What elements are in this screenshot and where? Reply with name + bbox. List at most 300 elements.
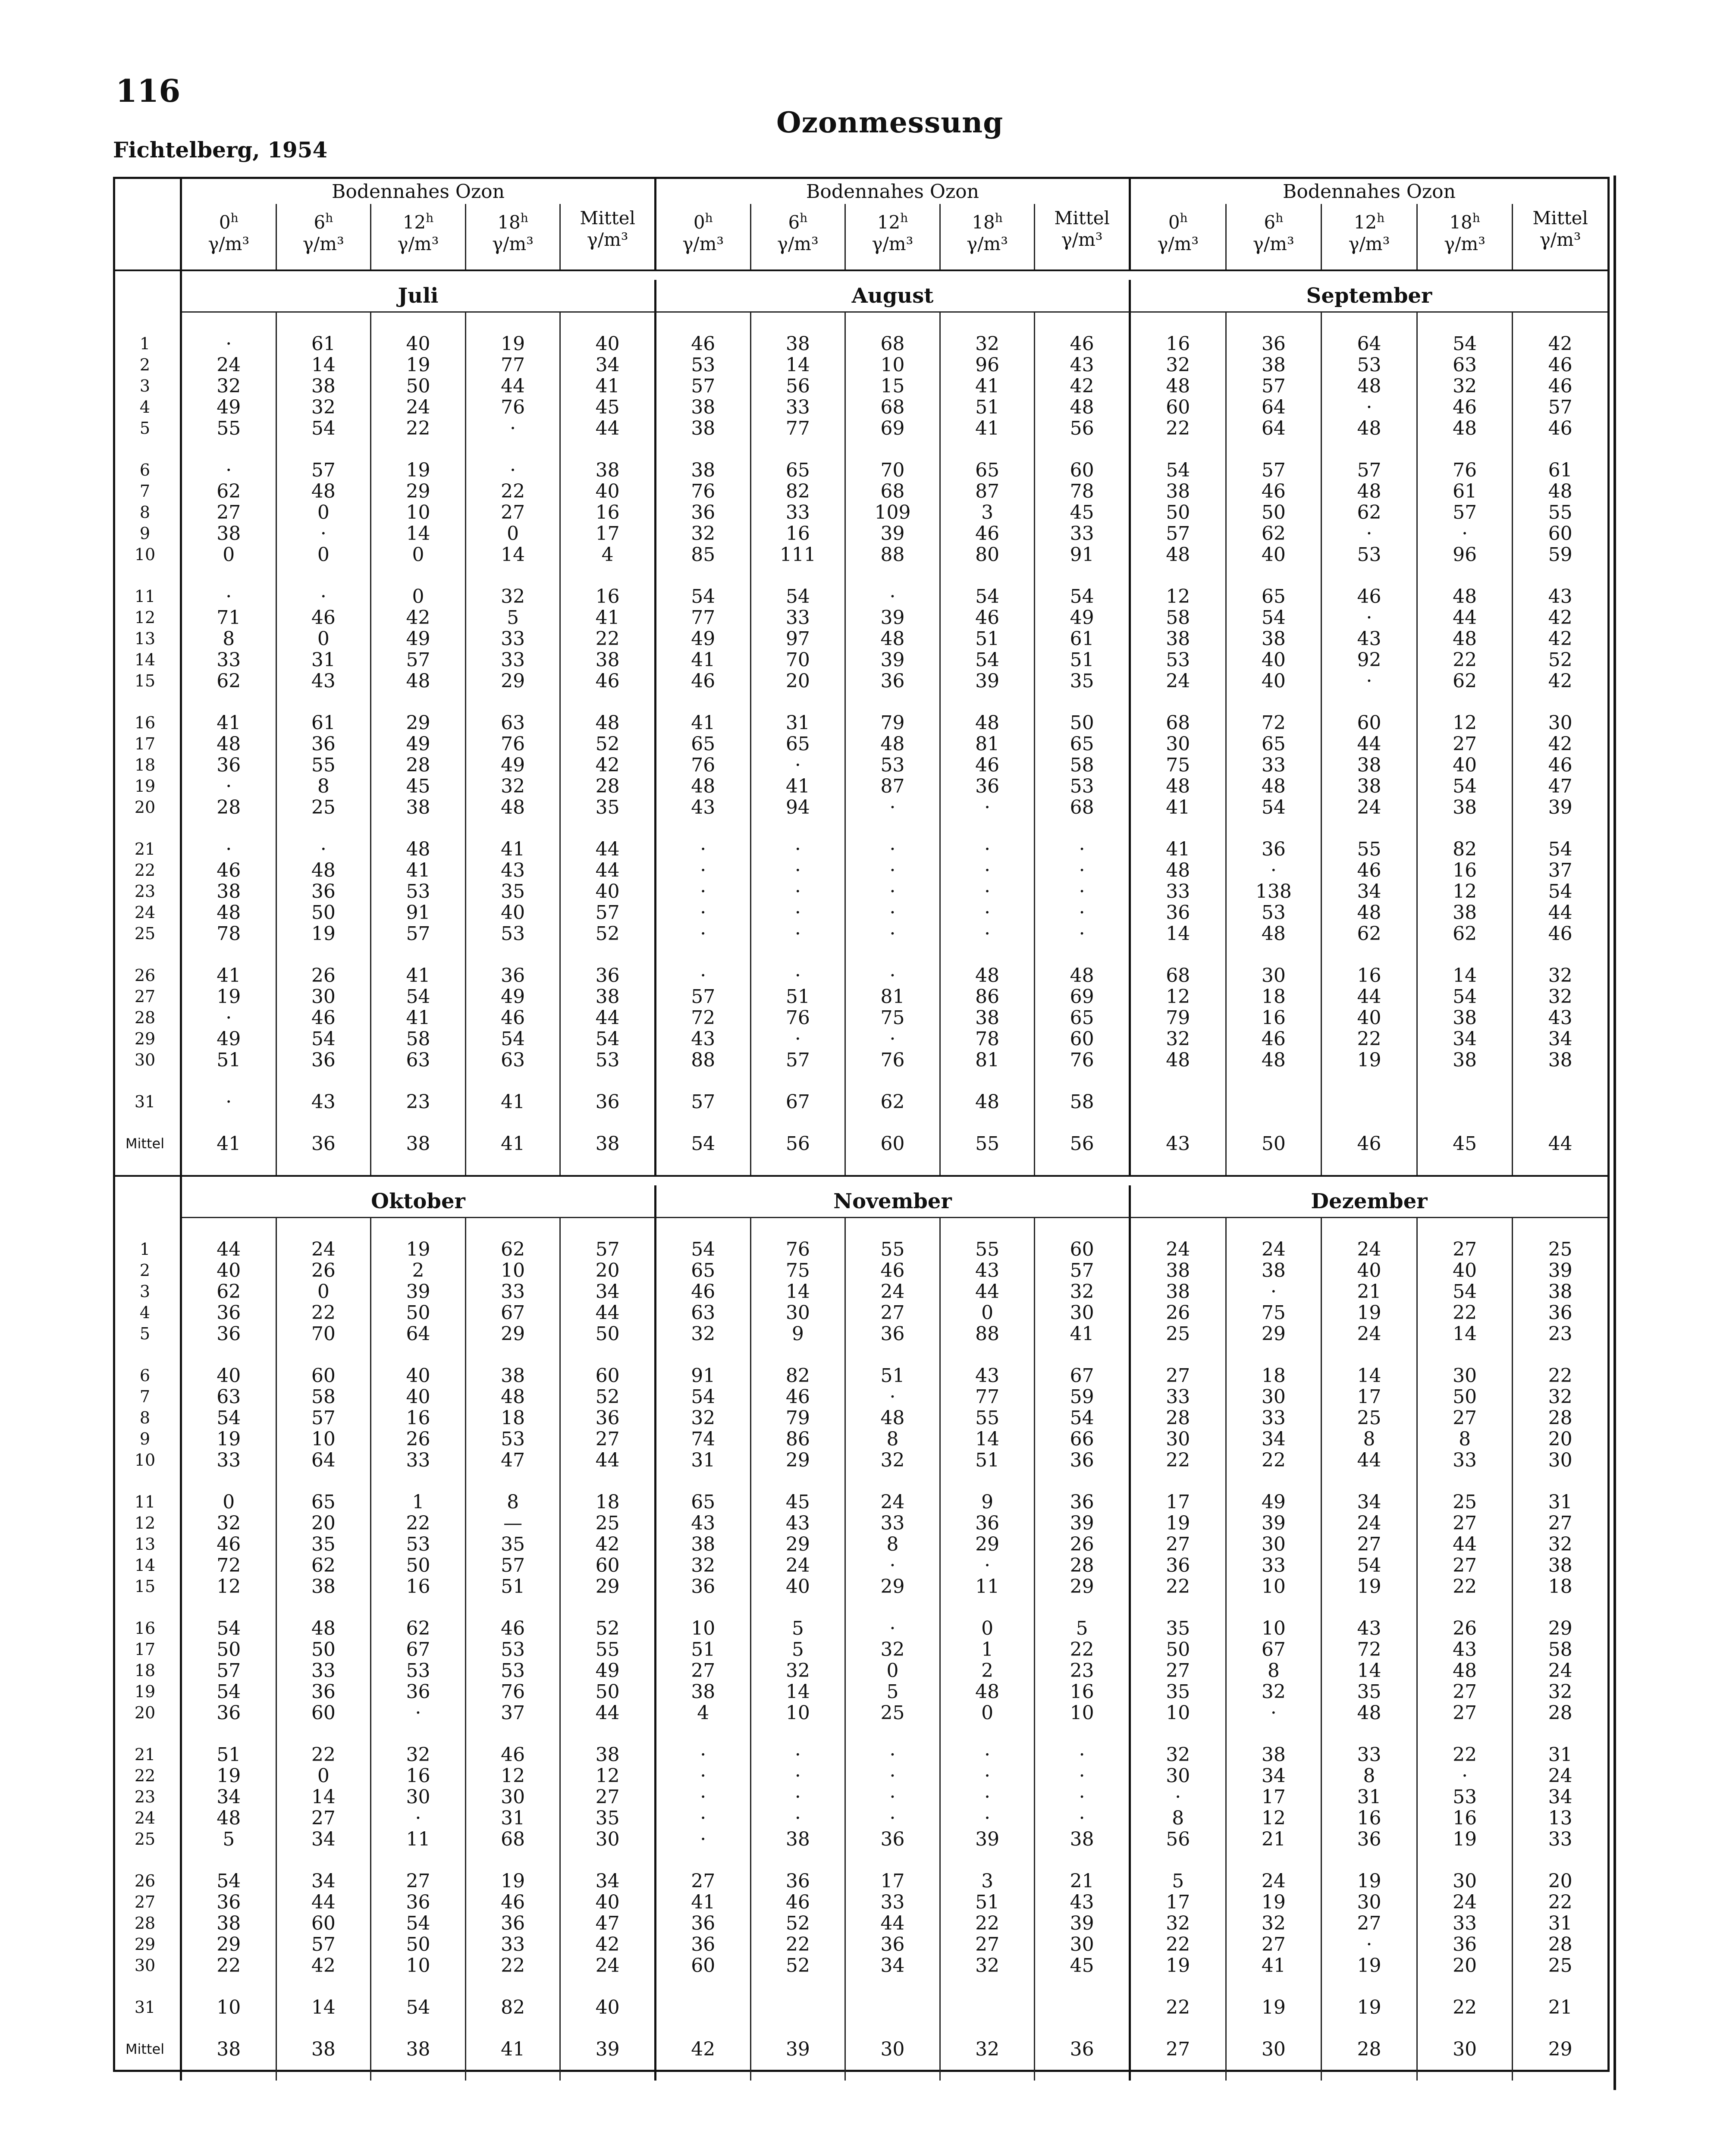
value-cell: 18 xyxy=(595,1491,620,1513)
spacer-cell xyxy=(846,692,941,712)
value-group xyxy=(182,586,656,607)
value-cell: 26 xyxy=(1418,1618,1513,1639)
value-cell: 38 xyxy=(595,459,620,481)
value-cell: · xyxy=(846,860,941,881)
spacer-cell xyxy=(1227,1850,1322,1871)
value-cell: 5 xyxy=(751,1639,846,1660)
value-cell: 46 xyxy=(1070,333,1094,355)
value-cell: 51 xyxy=(656,1639,751,1660)
spacer-cell xyxy=(182,1724,277,1744)
value-cell: 42 xyxy=(656,2039,751,2060)
value-cell: 48 xyxy=(1131,1050,1227,1071)
value-group xyxy=(182,1429,656,1450)
spacer-group xyxy=(182,1976,656,1997)
spacer-cell xyxy=(846,313,941,333)
value-cell: 10 xyxy=(182,1997,277,2018)
value-cell: 29 xyxy=(751,1450,846,1471)
value-cell: 19 xyxy=(371,460,466,481)
value-cell: 65 xyxy=(751,733,846,755)
header-time: 0$^h$ xyxy=(219,211,239,233)
value-cell: 16 xyxy=(1322,965,1418,986)
spacer-cell xyxy=(656,2018,751,2039)
value-cell: 79 xyxy=(1131,1007,1227,1028)
value-cell: 43 xyxy=(1322,1618,1418,1639)
value-cell: 41 xyxy=(371,860,466,881)
value-cell: 67 xyxy=(1070,1365,1094,1387)
value-cell: 52 xyxy=(1548,649,1573,671)
spacer-row xyxy=(115,2018,1607,2039)
day-label: 14 xyxy=(115,1555,182,1576)
value-group xyxy=(182,418,656,439)
spacer-cell xyxy=(846,818,941,839)
value-group xyxy=(1131,649,1607,671)
spacer-cell xyxy=(941,1344,1036,1365)
day-row xyxy=(115,712,1607,733)
value-cell: 48 xyxy=(466,797,561,818)
value-cell: 76 xyxy=(466,397,561,418)
spacer-row xyxy=(115,1344,1607,1365)
value-cell: 28 xyxy=(1548,1702,1573,1724)
value-group xyxy=(182,523,656,544)
value-cell: 16 xyxy=(371,1765,466,1786)
value-cell: 69 xyxy=(1070,986,1094,1008)
value-group xyxy=(656,1913,1131,1934)
spacer-cell xyxy=(1131,439,1227,460)
value-cell: 8 xyxy=(277,776,372,797)
value-cell: 60 xyxy=(1322,712,1418,733)
value-cell: 26 xyxy=(277,965,372,986)
day-row xyxy=(115,1513,1607,1534)
value-cell: 34 xyxy=(182,1786,277,1808)
spacer-cell xyxy=(182,692,277,712)
value-cell: 0 xyxy=(371,586,466,607)
value-cell: 14 xyxy=(1131,923,1227,944)
value-group xyxy=(182,376,656,397)
spacer-cell xyxy=(1035,1724,1129,1744)
value-cell: 46 xyxy=(1227,481,1322,502)
value-cell: 54 xyxy=(371,986,466,1007)
spacer-cell xyxy=(371,1154,466,1175)
value-cell: 16 xyxy=(1322,1808,1418,1829)
header-columns xyxy=(656,204,1129,270)
value-cell: 42 xyxy=(595,754,620,776)
value-cell: 15 xyxy=(846,376,941,397)
value-group xyxy=(182,839,656,860)
value-group xyxy=(1131,1913,1607,1934)
value-cell: 33 xyxy=(751,607,846,628)
value-cell: 47 xyxy=(466,1450,561,1471)
value-cell: 63 xyxy=(466,1050,561,1071)
spacer-cell xyxy=(751,692,846,712)
value-cell: 20 xyxy=(1548,1428,1573,1450)
value-cell: 57 xyxy=(595,1238,620,1260)
day-label: 3 xyxy=(115,376,182,397)
spacer-group xyxy=(656,1218,1131,1239)
value-cell: 29 xyxy=(182,1934,277,1955)
value-cell: 40 xyxy=(1418,1260,1513,1281)
value-group xyxy=(1131,1407,1607,1429)
value-cell: 38 xyxy=(277,1576,372,1597)
value-cell: 41 xyxy=(656,1892,751,1913)
value-cell: 45 xyxy=(1070,1955,1094,1977)
value-cell: 40 xyxy=(751,1576,846,1597)
value-cell: 25 xyxy=(1418,1492,1513,1513)
spacer-cell xyxy=(1227,1724,1322,1744)
spacer-row xyxy=(115,1850,1607,1871)
spacer-group xyxy=(1131,692,1607,712)
value-cell: 29 xyxy=(941,1534,1036,1555)
value-cell: 22 xyxy=(1548,1365,1573,1387)
header-time-sup: h xyxy=(1377,211,1385,225)
day-label: 27 xyxy=(115,1892,182,1913)
value-cell: 36 xyxy=(1227,333,1322,354)
value-cell: 24 xyxy=(1227,1239,1322,1260)
value-cell: 53 xyxy=(1418,1786,1513,1808)
value-cell: 22 xyxy=(1418,1576,1513,1597)
value-cell: · xyxy=(941,923,1036,944)
value-cell: 76 xyxy=(656,481,751,502)
value-cell: 16 xyxy=(371,1576,466,1597)
spacer-cell xyxy=(561,1344,654,1365)
value-cell: · xyxy=(1227,860,1322,881)
value-cell: 24 xyxy=(182,354,277,376)
value-cell: 54 xyxy=(1418,1281,1513,1302)
spacer-cell xyxy=(1131,1344,1227,1365)
value-cell: 42 xyxy=(595,1934,620,1955)
value-cell: 57 xyxy=(182,1660,277,1681)
value-cell: 67 xyxy=(466,1302,561,1323)
value-cell: 44 xyxy=(941,1281,1036,1302)
value-cell: 38 xyxy=(1548,1554,1573,1576)
value-group xyxy=(656,397,1131,418)
value-cell: 1 xyxy=(371,1492,466,1513)
value-cell: 66 xyxy=(1070,1428,1094,1450)
value-cell: 54 xyxy=(1418,333,1513,354)
day-label: 17 xyxy=(115,733,182,755)
spacer-group xyxy=(656,313,1131,333)
value-cell: 30 xyxy=(1548,1449,1573,1471)
value-cell: 35 xyxy=(595,796,620,818)
value-cell: 12 xyxy=(1227,1808,1322,1829)
value-cell: 14 xyxy=(277,1786,372,1808)
spacer-group xyxy=(1131,2018,1607,2039)
spacer-cell xyxy=(1227,944,1322,965)
value-group xyxy=(1131,1050,1607,1071)
spacer-cell xyxy=(1513,818,1607,839)
value-cell: 30 xyxy=(1322,1892,1418,1913)
day-label: 16 xyxy=(115,1618,182,1639)
spacer-cell xyxy=(846,1597,941,1618)
header-column xyxy=(941,204,1036,270)
spacer-cell xyxy=(1035,1112,1129,1133)
spacer-cell xyxy=(1513,1471,1607,1492)
value-cell: 27 xyxy=(1322,1913,1418,1934)
value-cell: 36 xyxy=(1070,2038,1094,2060)
value-cell: 18 xyxy=(1227,1365,1322,1386)
value-cell: 57 xyxy=(277,1407,372,1429)
value-cell: 27 xyxy=(1418,1407,1513,1429)
value-group xyxy=(656,1365,1131,1386)
value-cell: 54 xyxy=(371,1997,466,2018)
value-cell: 32 xyxy=(1548,1681,1573,1703)
day-label: 18 xyxy=(115,755,182,776)
header-unit: γ/m³ xyxy=(967,233,1008,254)
header-unit: γ/m³ xyxy=(587,229,628,250)
value-cell: 24 xyxy=(277,1239,372,1260)
header-time: 18$^h$ xyxy=(1449,211,1480,233)
spacer-cell xyxy=(466,2060,561,2081)
value-cell: · xyxy=(656,923,751,944)
value-cell: 60 xyxy=(1548,523,1573,545)
value-cell: 33 xyxy=(182,649,277,671)
value-group xyxy=(1131,1576,1607,1597)
value-cell: 44 xyxy=(277,1892,372,1913)
value-cell: 11 xyxy=(941,1576,1036,1597)
header-column xyxy=(371,204,466,270)
value-cell: 48 xyxy=(846,628,941,649)
day-row xyxy=(115,1681,1607,1702)
value-cell: 35 xyxy=(595,1807,620,1829)
spacer-cell xyxy=(466,1344,561,1365)
day-row xyxy=(115,607,1607,628)
value-cell: 19 xyxy=(1227,1892,1322,1913)
value-group xyxy=(1131,1513,1607,1534)
spacer-cell xyxy=(182,944,277,965)
spacer-group xyxy=(1131,1071,1607,1091)
value-cell: 19 xyxy=(1227,1997,1322,2018)
month-heading-row xyxy=(115,1177,1607,1218)
day-row xyxy=(115,1492,1607,1513)
spacer-cell xyxy=(846,1112,941,1133)
value-cell: 36 xyxy=(277,881,372,902)
value-cell: 27 xyxy=(1227,1934,1322,1955)
value-cell: 46 xyxy=(1548,923,1573,945)
value-cell: 46 xyxy=(656,333,751,354)
day-row xyxy=(115,755,1607,776)
value-cell: 58 xyxy=(1548,1639,1573,1661)
value-group xyxy=(656,1934,1131,1955)
value-group xyxy=(656,1618,1131,1639)
value-cell: 27 xyxy=(1418,1513,1513,1534)
value-cell: 29 xyxy=(371,712,466,733)
value-cell: 46 xyxy=(1548,354,1573,376)
value-cell: · xyxy=(182,1091,277,1112)
value-cell: 5 xyxy=(182,1829,277,1850)
spacer-cell xyxy=(1418,692,1513,712)
spacer-group xyxy=(1131,1344,1607,1365)
value-cell: 75 xyxy=(846,1007,941,1028)
day-row xyxy=(115,1007,1607,1028)
value-cell: 42 xyxy=(371,607,466,628)
value-group xyxy=(182,1765,656,1786)
value-group xyxy=(656,839,1131,860)
value-cell: 91 xyxy=(1070,544,1094,566)
value-cell: 65 xyxy=(1227,733,1322,755)
spacer-group xyxy=(182,1112,656,1133)
value-cell: 60 xyxy=(277,1702,372,1724)
value-cell: 41 xyxy=(182,965,277,986)
spacer-cell xyxy=(941,1471,1036,1492)
spacer-cell xyxy=(1418,1976,1513,1997)
spacer-cell xyxy=(846,1471,941,1492)
spacer-group xyxy=(182,2018,656,2039)
header-time: Mittel xyxy=(580,207,635,229)
value-cell: 27 xyxy=(1131,1660,1227,1681)
value-cell: 22 xyxy=(1418,1302,1513,1323)
value-group xyxy=(1131,755,1607,776)
value-cell: 33 xyxy=(1227,755,1322,776)
spacer-cell xyxy=(466,1071,561,1091)
day-row xyxy=(115,628,1607,649)
day-row xyxy=(115,1892,1607,1913)
day-label: 18 xyxy=(115,1660,182,1681)
value-group xyxy=(656,1955,1131,1976)
value-cell: 28 xyxy=(1131,1407,1227,1429)
spacer-cell xyxy=(277,944,372,965)
value-cell: 82 xyxy=(1418,839,1513,860)
value-cell: 0 xyxy=(277,1281,372,1302)
value-group xyxy=(182,1534,656,1555)
value-cell: 49 xyxy=(182,1028,277,1050)
value-cell: 17 xyxy=(846,1871,941,1892)
value-cell: 0 xyxy=(277,502,372,523)
value-cell: 57 xyxy=(595,902,620,924)
spacer-group xyxy=(1131,1112,1607,1133)
day-label: 31 xyxy=(115,1091,182,1112)
value-group xyxy=(182,354,656,376)
value-cell: 38 xyxy=(1227,1260,1322,1281)
value-cell: 34 xyxy=(1322,1492,1418,1513)
value-cell: · xyxy=(751,860,846,881)
value-cell: 35 xyxy=(466,881,561,902)
value-cell: 32 xyxy=(466,586,561,607)
value-cell: 77 xyxy=(941,1386,1036,1407)
value-cell: 94 xyxy=(751,797,846,818)
spacer-cell xyxy=(1131,565,1227,586)
value-cell: · xyxy=(656,839,751,860)
value-cell: 22 xyxy=(466,1955,561,1976)
spacer-cell xyxy=(1227,1344,1322,1365)
value-cell: 45 xyxy=(751,1492,846,1513)
value-cell: 32 xyxy=(371,1744,466,1765)
value-cell: 33 xyxy=(846,1513,941,1534)
value-cell: 44 xyxy=(1322,986,1418,1007)
value-cell: 38 xyxy=(1131,1281,1227,1302)
spacer-cell xyxy=(1513,1071,1607,1091)
page-number: 116 xyxy=(116,72,181,109)
value-cell: 48 xyxy=(1418,1660,1513,1681)
spacer-group xyxy=(182,2060,656,2081)
value-cell xyxy=(846,1997,941,2018)
day-label: 26 xyxy=(115,965,182,986)
spacer-cell xyxy=(182,2060,277,2081)
value-cell: 43 xyxy=(1070,354,1094,376)
value-cell: 30 xyxy=(1548,712,1573,734)
value-cell: 62 xyxy=(182,671,277,692)
value-group xyxy=(182,460,656,481)
spacer-cell xyxy=(561,1471,654,1492)
value-cell: 44 xyxy=(1548,1133,1573,1155)
day-label: 24 xyxy=(115,902,182,923)
value-cell: 35 xyxy=(1322,1681,1418,1702)
spacer-group xyxy=(656,818,1131,839)
value-cell: 38 xyxy=(182,1913,277,1934)
value-cell: 48 xyxy=(277,1618,372,1639)
spacer-cell xyxy=(561,1071,654,1091)
value-cell: 14 xyxy=(751,354,846,376)
value-cell: 61 xyxy=(277,333,372,354)
spacer-cell xyxy=(277,1071,372,1091)
value-cell: 38 xyxy=(751,1829,846,1850)
value-cell: · xyxy=(1079,881,1085,903)
value-cell: 48 xyxy=(846,1407,941,1429)
day-row xyxy=(115,418,1607,439)
spacer-cell xyxy=(182,439,277,460)
value-cell: 42 xyxy=(1548,628,1573,650)
value-cell: 30 xyxy=(1227,2039,1322,2060)
value-cell: 72 xyxy=(656,1007,751,1028)
value-cell: 46 xyxy=(595,670,620,692)
spacer-cell xyxy=(1418,439,1513,460)
value-cell: 38 xyxy=(1227,628,1322,649)
spacer-group xyxy=(656,565,1131,586)
value-group xyxy=(182,1681,656,1702)
value-group xyxy=(182,1576,656,1597)
value-cell: · xyxy=(656,1786,751,1808)
spacer-group xyxy=(656,1112,1131,1133)
spacer-cell xyxy=(182,1471,277,1492)
value-cell: 22 xyxy=(1322,1028,1418,1050)
value-group xyxy=(182,607,656,628)
day-row xyxy=(115,1765,1607,1786)
value-group xyxy=(656,1808,1131,1829)
spacer-group xyxy=(656,2018,1131,2039)
value-cell: 75 xyxy=(751,1260,846,1281)
value-cell: 65 xyxy=(751,460,846,481)
value-cell: 51 xyxy=(846,1365,941,1386)
value-cell: · xyxy=(656,1765,751,1786)
value-group xyxy=(1131,1028,1607,1050)
value-cell: 19 xyxy=(1322,1997,1418,2018)
header-unit: γ/m³ xyxy=(397,233,439,254)
value-cell: · xyxy=(751,1786,846,1808)
spacer-group xyxy=(182,1850,656,1871)
value-cell: 62 xyxy=(1227,523,1322,544)
value-cell: 41 xyxy=(182,1133,277,1154)
value-group xyxy=(656,671,1131,692)
value-cell: 43 xyxy=(751,1513,846,1534)
value-cell: 8 xyxy=(1131,1808,1227,1829)
value-cell: 42 xyxy=(1548,607,1573,629)
spacer-cell xyxy=(277,1976,372,1997)
value-group xyxy=(656,965,1131,986)
value-cell: 34 xyxy=(1548,1786,1573,1808)
value-cell: 48 xyxy=(656,776,751,797)
spacer-cell xyxy=(1227,2018,1322,2039)
value-cell: 52 xyxy=(751,1955,846,1976)
value-cell: 68 xyxy=(466,1829,561,1850)
value-cell: 62 xyxy=(846,1091,941,1112)
spacer-cell xyxy=(1035,313,1129,333)
value-cell: · xyxy=(1418,1765,1513,1786)
value-cell: 51 xyxy=(941,397,1036,418)
value-cell: 70 xyxy=(846,460,941,481)
value-cell: 78 xyxy=(182,923,277,944)
value-cell: 39 xyxy=(846,523,941,544)
value-cell: 49 xyxy=(371,628,466,649)
value-cell: 33 xyxy=(1131,881,1227,902)
value-cell: 16 xyxy=(595,586,620,608)
